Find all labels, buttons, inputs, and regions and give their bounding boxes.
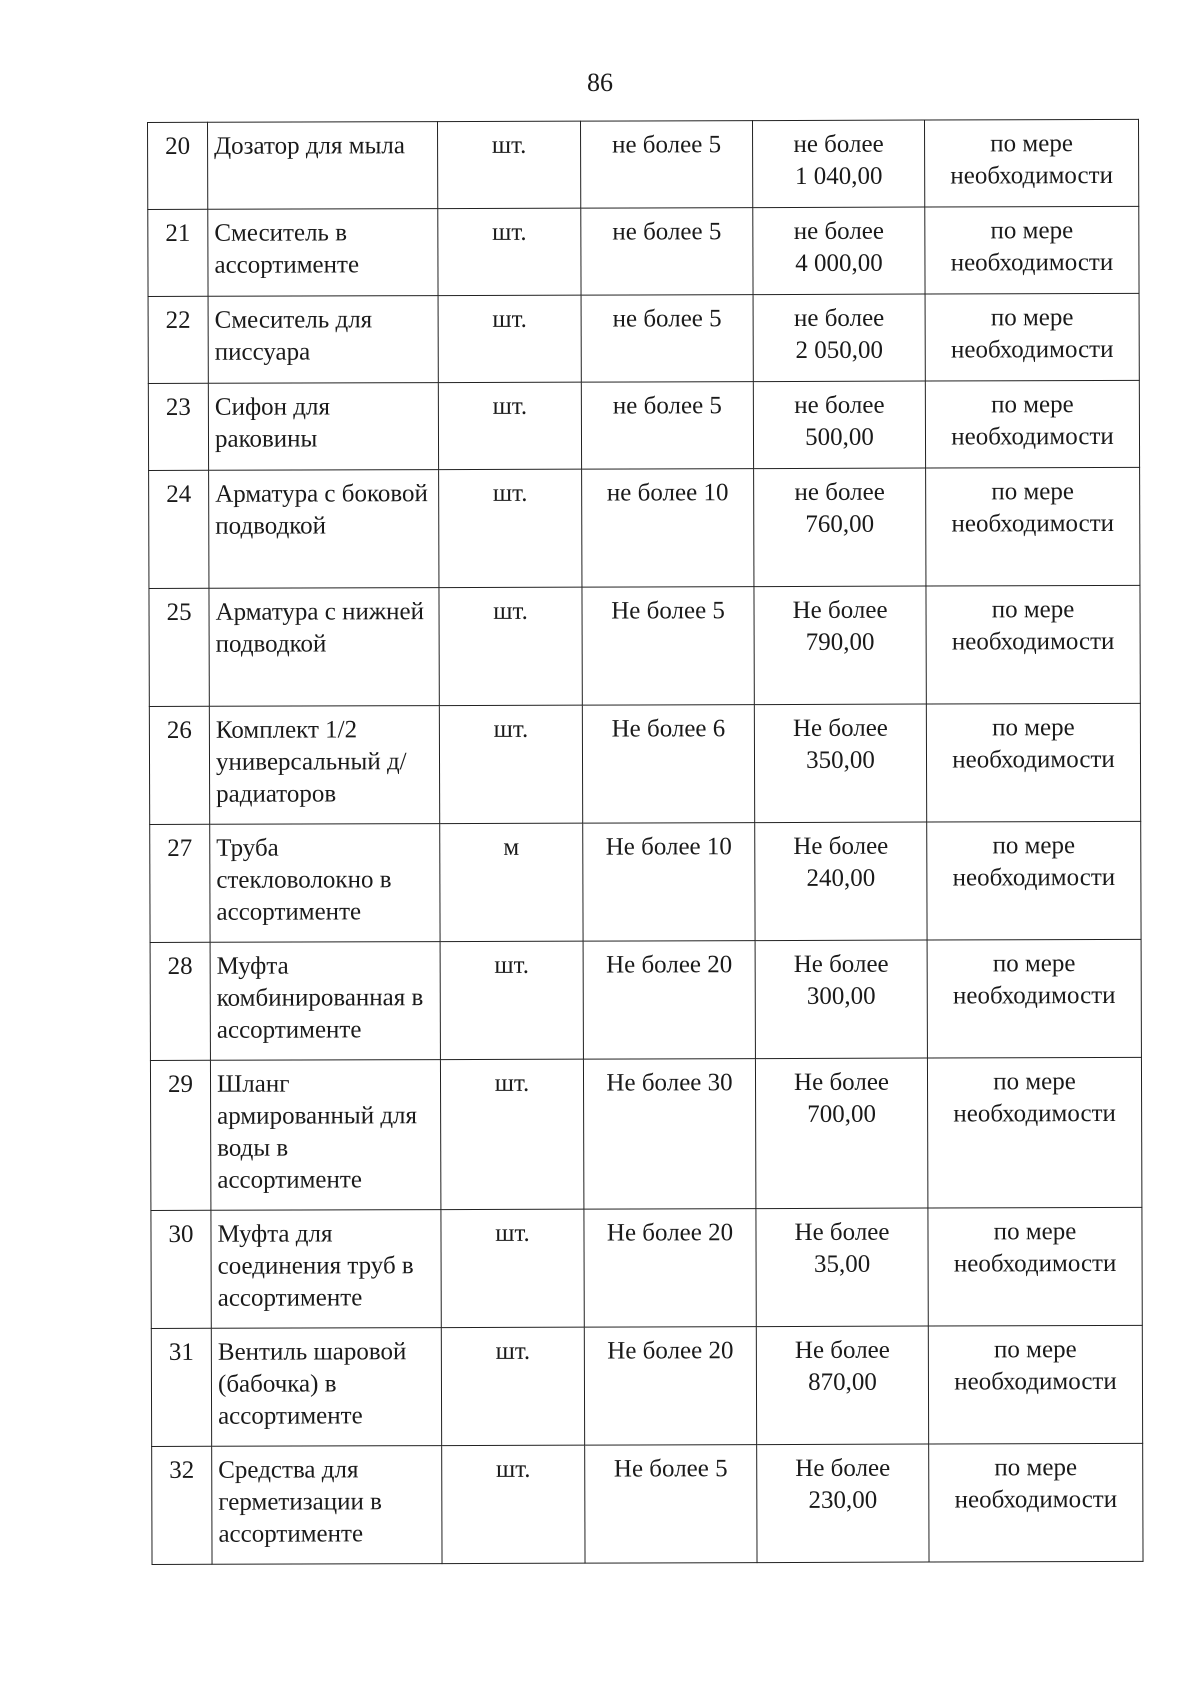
item-name: Труба стекловолокно в ассортименте [210,824,440,943]
item-unit: шт. [440,1059,583,1209]
table-row [148,119,1139,209]
row-number: 25 [149,588,209,706]
item-price [753,294,925,382]
item-frequency: по мере необходимости [925,206,1139,294]
price-label: не более [793,130,884,158]
item-unit: шт. [438,382,581,469]
row-number: 24 [149,470,209,588]
item-quantity: не более 5 [581,295,753,383]
price-label: Не более [794,1336,890,1364]
item-name: Дозатор для мыла [208,122,438,210]
item-frequency: по мере необходимости [927,821,1141,940]
item-quantity: не более 10 [582,469,754,588]
item-quantity: не более 5 [581,208,753,296]
items-table [147,119,1144,1565]
price-value: 790,00 [805,628,875,656]
price-label: не более [793,304,885,332]
item-frequency: по мере необходимости [925,293,1139,381]
item-name: Комплект 1/2 универсальный д/радиаторов [209,706,439,825]
item-unit: шт. [441,1327,584,1445]
table-row [148,293,1139,383]
table-row [149,467,1140,588]
item-frequency: по мере необходимости [928,1207,1142,1326]
item-name: Шланг армированный для воды в ассортименте [210,1060,440,1211]
item-name: Арматура с нижней подводкой [209,588,439,707]
item-frequency: по мере необходимости [926,703,1140,822]
row-number: 32 [152,1446,212,1564]
item-quantity: Не более 20 [583,941,755,1060]
table-row [151,1325,1142,1446]
price-label: не более [794,478,885,506]
item-frequency: по мере необходимости [925,380,1139,468]
table-row [152,1443,1143,1564]
price-label: Не более [793,950,889,978]
item-price [752,120,924,208]
price-value: 870,00 [808,1368,877,1396]
item-unit: шт. [438,295,581,382]
table-row [151,1207,1142,1328]
price-value: 35,00 [813,1250,871,1278]
item-price [755,822,927,941]
item-unit: шт. [438,121,581,208]
item-quantity: Не более 30 [583,1059,755,1210]
item-name: Арматура с боковой подводкой [209,470,439,589]
item-name: Муфта для соединения труб в ассортименте [211,1210,441,1329]
table-row [149,585,1140,706]
item-quantity: Не более 20 [584,1209,756,1328]
price-value: 240,00 [806,864,876,892]
item-unit: шт. [439,705,582,823]
item-frequency: по мере необходимости [926,585,1140,704]
item-frequency: по мере необходимости [929,1443,1143,1562]
item-unit: шт. [442,1445,585,1563]
row-number: 21 [148,209,208,296]
item-unit: шт. [439,587,582,705]
item-name: Смеситель для писсуара [208,296,438,384]
item-price [757,1444,929,1563]
table-row [148,380,1139,470]
price-value: 1 040,00 [794,162,883,190]
row-number: 29 [150,1060,210,1210]
row-number: 31 [151,1328,211,1446]
item-price [754,586,926,705]
row-number: 28 [150,942,210,1060]
table-row [150,1057,1141,1210]
price-value: 760,00 [805,510,875,538]
item-name: Вентиль шаровой (бабочка) в ассортименте [211,1328,441,1447]
item-quantity: не более 5 [580,121,752,209]
price-label: Не более [795,1454,891,1482]
price-label: Не более [792,714,888,742]
price-value: 4 000,00 [795,249,883,277]
price-label: Не более [794,1218,890,1246]
item-name: Сифон для раковины [208,383,438,471]
table-row [149,703,1140,824]
item-price [756,1326,928,1445]
item-unit: шт. [440,941,583,1059]
price-label: Не более [792,596,888,624]
item-name: Смеситель в ассортименте [208,209,438,297]
item-frequency: по мере необходимости [924,119,1138,207]
item-price [756,1208,928,1327]
item-quantity: Не более 6 [582,705,754,824]
item-quantity: Не более 20 [584,1327,756,1446]
item-frequency: по мере необходимости [926,467,1140,586]
price-value: 230,00 [808,1486,878,1514]
item-price [753,381,925,469]
row-number: 30 [151,1210,211,1328]
row-number: 22 [148,296,208,383]
price-value: 2 050,00 [795,336,884,364]
item-price [755,940,927,1059]
row-number: 26 [149,706,209,824]
row-number: 27 [150,824,210,942]
table-row [150,821,1141,942]
item-name: Муфта комбинированная в ассортименте [210,942,440,1061]
price-value: 700,00 [807,1100,877,1128]
price-label: не более [794,391,885,419]
item-unit: шт. [441,1209,584,1327]
item-name: Средства для герметизации в ассортименте [212,1446,442,1565]
item-quantity: Не более 5 [585,1445,757,1564]
item-unit: м [440,823,583,941]
item-quantity: Не более 5 [582,587,754,706]
row-number: 20 [148,122,208,209]
page-number: 86 [587,68,613,97]
price-label: Не более [793,832,889,860]
price-label: Не более [793,1068,890,1096]
table-row [148,206,1139,296]
price-value: 350,00 [806,746,875,774]
item-price [754,704,926,823]
item-frequency: по мере необходимости [927,1057,1141,1208]
price-value: 500,00 [805,423,874,451]
price-label: не более [793,217,885,245]
item-unit: шт. [439,469,582,587]
item-frequency: по мере необходимости [928,1325,1142,1444]
item-quantity: не более 5 [581,382,753,470]
item-frequency: по мере необходимости [927,939,1141,1058]
price-value: 300,00 [806,982,876,1010]
item-price [755,1058,927,1209]
item-price [754,468,926,587]
item-quantity: Не более 10 [583,823,755,942]
item-price [753,207,925,295]
table-row [150,939,1141,1060]
items-table-wrapper [147,119,1144,1565]
row-number: 23 [148,383,208,470]
item-unit: шт. [438,208,581,295]
